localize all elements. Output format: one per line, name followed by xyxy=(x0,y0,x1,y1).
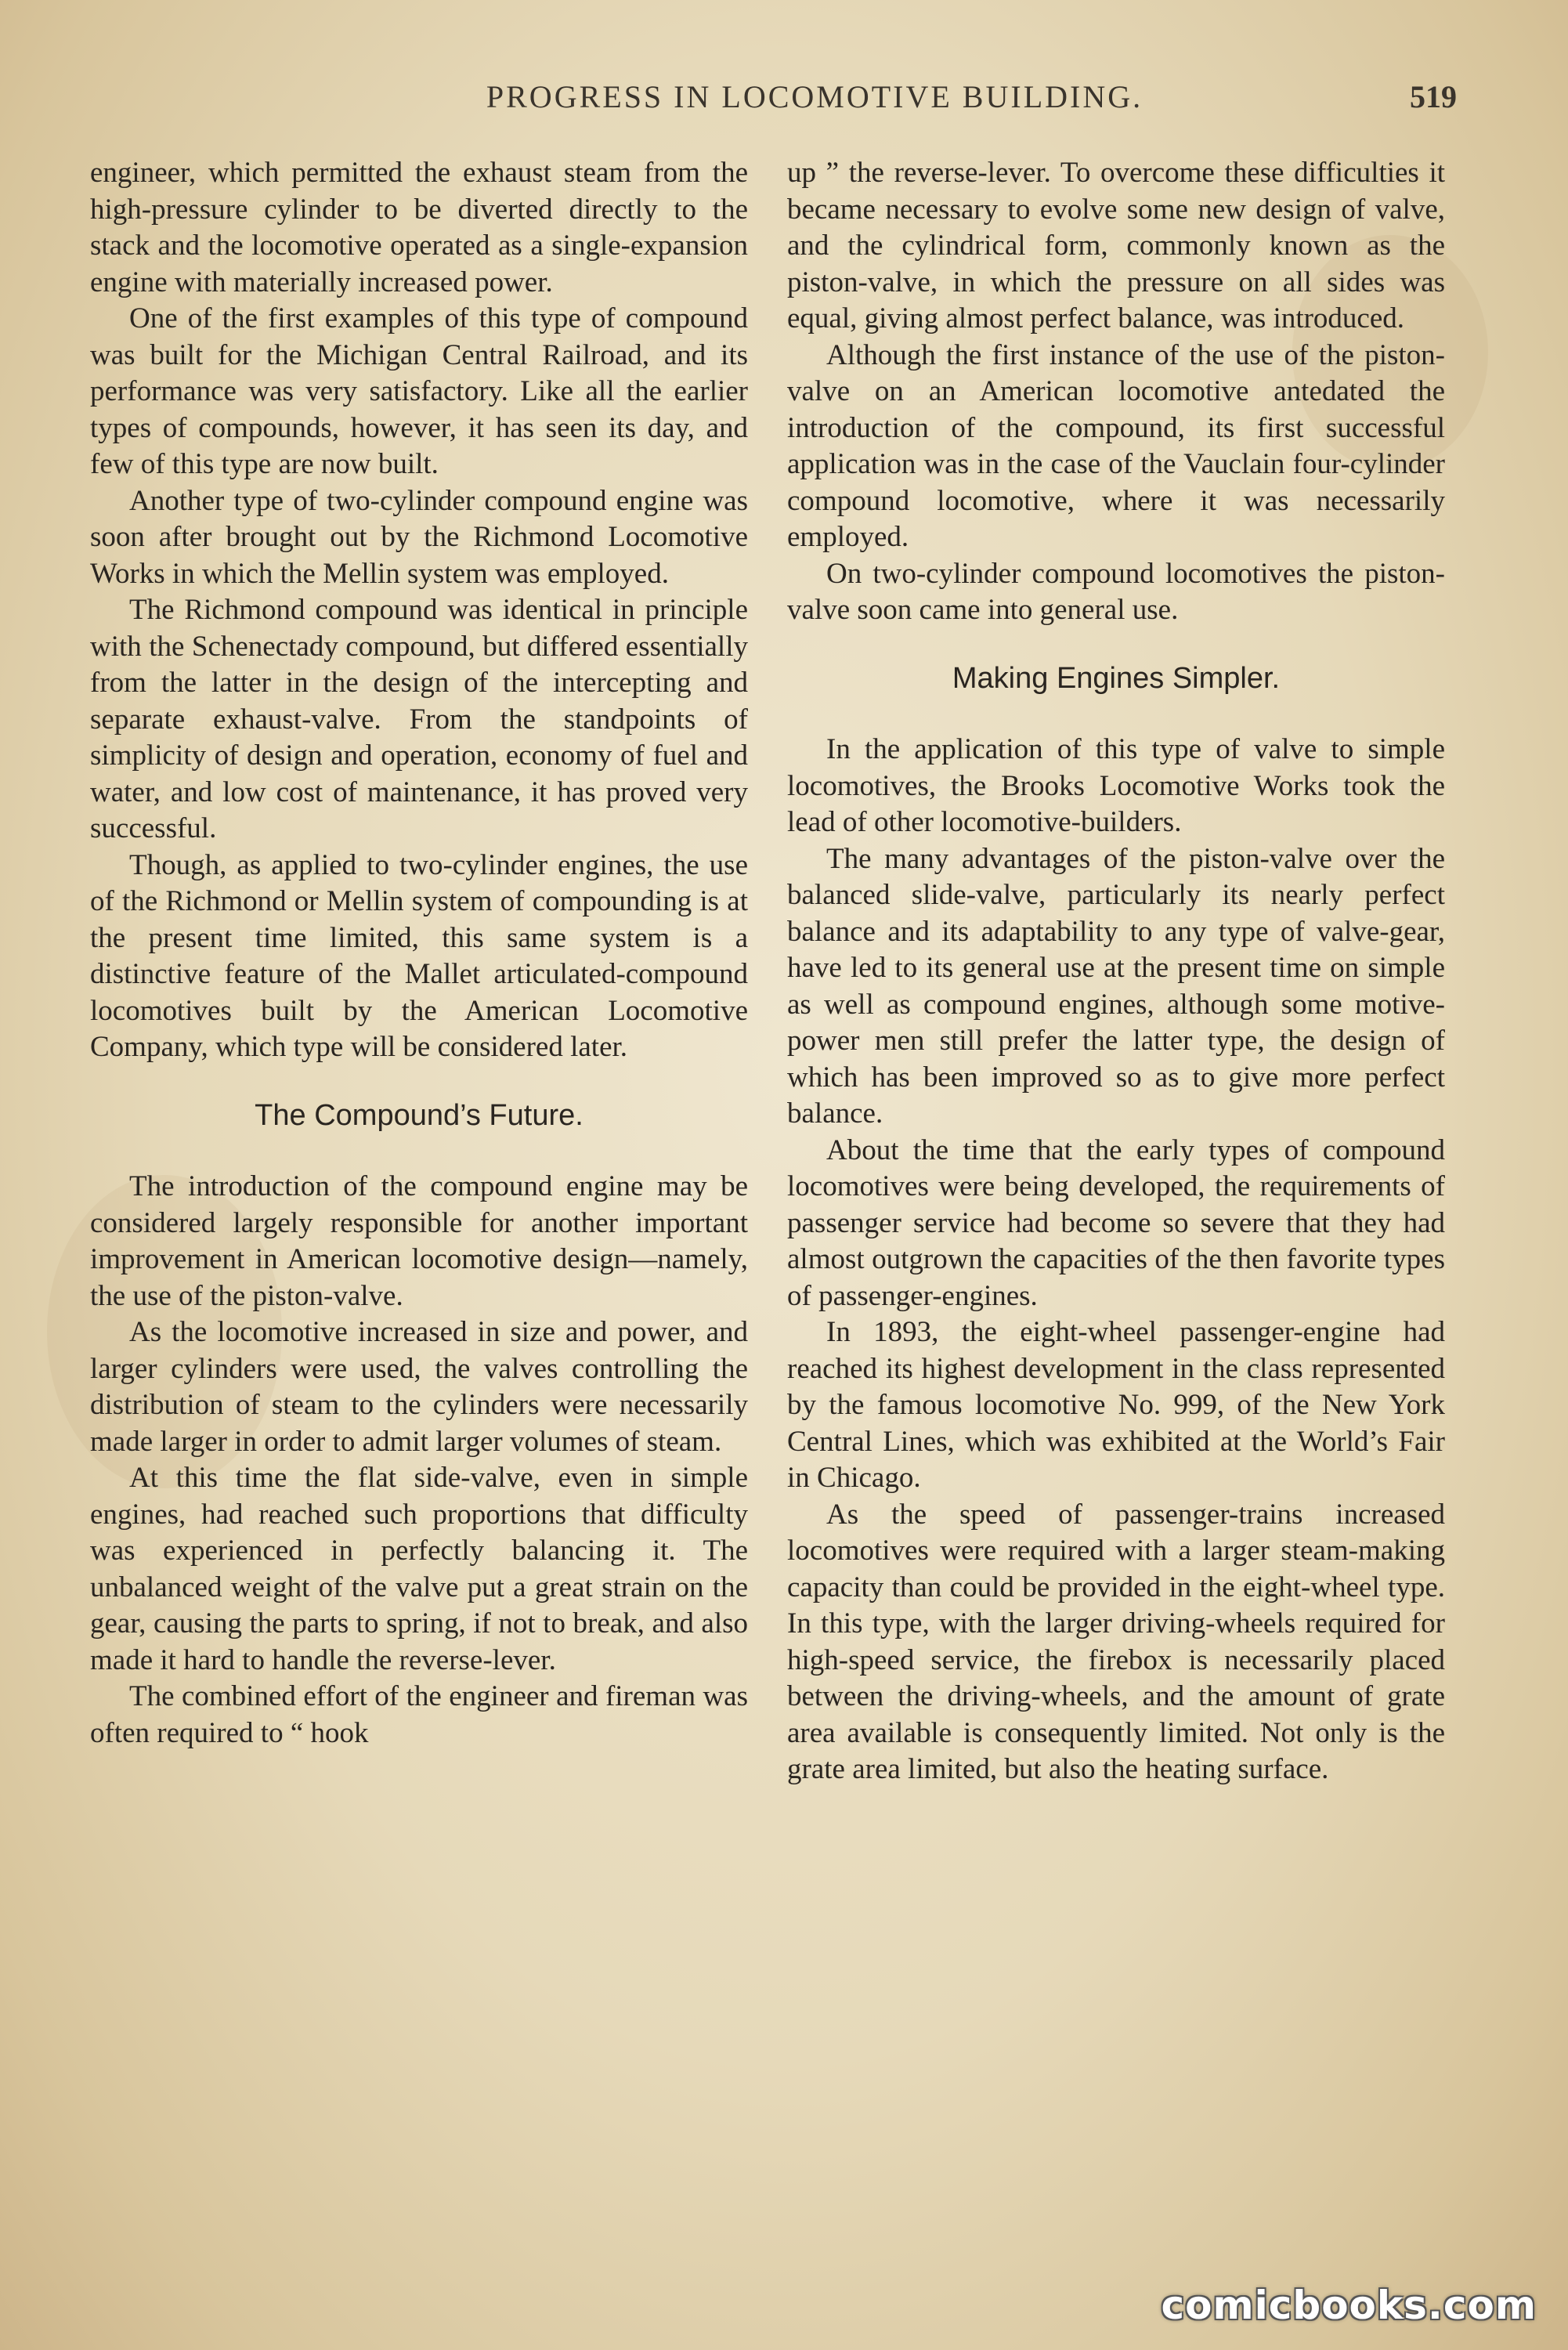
paragraph: The introduction of the compound engine may be considered largely responsible for another important improvement in American locomotive design—namely, the use of the piston-valve. xyxy=(90,1170,748,1312)
paragraph: In 1893, the eight-wheel passenger-engine had reached its highest development in the class represented by the famous locomotive No. 999, of the New York Central Lines, which was exhibited at the World’s Fair in Chicago. xyxy=(787,1316,1445,1494)
paragraph: The many advantages of the piston-valve over the balanced slide-valve, particularly its nearly perfect balance and its adaptability to any type of valve-gear, have led to its general use at the present time on simple as well as compound engines, although some motive-power men still prefer the latter type, the design of which has been improved so as to give more perfect balance. xyxy=(787,842,1445,1130)
paragraph: About the time that the early types of compound locomotives were being developed, the requirements of passenger service had become so severe that they had almost outgrown the capacities of the then favorite types of passenger-engines. xyxy=(787,1133,1445,1312)
paragraph: Although the first instance of the use of the piston-valve on an American locomotive antedated the introduction of the compound, its first successful application was in the case of the Vauclain four-cylinder compound locomotive, where it was necessarily employed. xyxy=(787,338,1445,553)
paragraph: Another type of two-cylinder compound engine was soon after brought out by the Richmond Locomotive Works in which the Mellin system was employed. xyxy=(90,484,748,590)
paragraph: The combined effort of the engineer and fireman was often required to “ hook xyxy=(90,1680,748,1749)
watermark: comicbooks.com xyxy=(1161,2283,1537,2328)
paragraph: In the application of this type of valve to simple locomotives, the Brooks Locomotive Works took the lead of other locomotive-builders. xyxy=(787,733,1445,838)
paragraph: Though, as applied to two-cylinder engines, the use of the Richmond or Mellin system of compounding is at the present time limited, this same system is a distinctive feature of the Mallet articulated-compound locomotives built by the American Locomotive Company, which type will be considered later. xyxy=(90,848,748,1063)
running-head: PROGRESS IN LOCOMOTIVE BUILDING. xyxy=(486,79,1143,114)
section-heading: Making Engines Simpler. xyxy=(952,661,1281,695)
paragraph: engineer, which permitted the exhaust steam from the high-pressure cylinder to be diverted directly to the stack and the locomotive operated as a single-expansion engine with materially increased power. xyxy=(90,157,748,298)
paragraph: As the locomotive increased in size and power, and larger cylinders were used, the valves controlling the distribution of steam to the cylinders were necessarily made larger in order to admit larger volumes of steam. xyxy=(90,1316,748,1458)
page-number: 519 xyxy=(1410,79,1457,114)
paragraph: The Richmond compound was identical in principle with the Schenectady compound, but differed essentially from the latter in the design of the intercepting and separate exhaust-valve. From the standpoints of simplicity of design and operation, economy of fuel and water, and low cost of maintenance, it has proved very successful. xyxy=(90,594,748,844)
left-column xyxy=(90,155,748,1752)
section-heading: The Compound’s Future. xyxy=(255,1098,583,1132)
paragraph: On two-cylinder compound locomotives the piston-valve soon came into general use. xyxy=(787,557,1445,626)
paragraph: up ” the reverse-lever. To overcome these difficulties it became necessary to evolve some new design of valve, and the cylindrical form, commonly known as the piston-valve, in which the pressure on all sides was equal, giving almost perfect balance, was introduced. xyxy=(787,157,1445,334)
paragraph: At this time the flat side-valve, even in simple engines, had reached such proportions that difficulty was experienced in perfectly balancing it. The unbalanced weight of the valve put a great strain on the gear, causing the parts to spring, if not to break, and also made it hard to handle the reverse-lever. xyxy=(90,1462,748,1676)
paragraph: As the speed of passenger-trains increased locomotives were required with a larger steam-making capacity than could be provided in the eight-wheel type. In this type, with the larger driving-wheels required for high-speed service, the firebox is necessarily placed between the driving-wheels, and the amount of grate area available is consequently limited. Not only is the grate area limited, but also the heating surface. xyxy=(787,1498,1445,1785)
right-column xyxy=(787,155,1445,1788)
paragraph: One of the first examples of this type of compound was built for the Michigan Central Railroad, and its performance was very satisfactory. Like all the earlier types of compounds, however, it has seen its day, and few of this type are now built. xyxy=(90,302,748,480)
